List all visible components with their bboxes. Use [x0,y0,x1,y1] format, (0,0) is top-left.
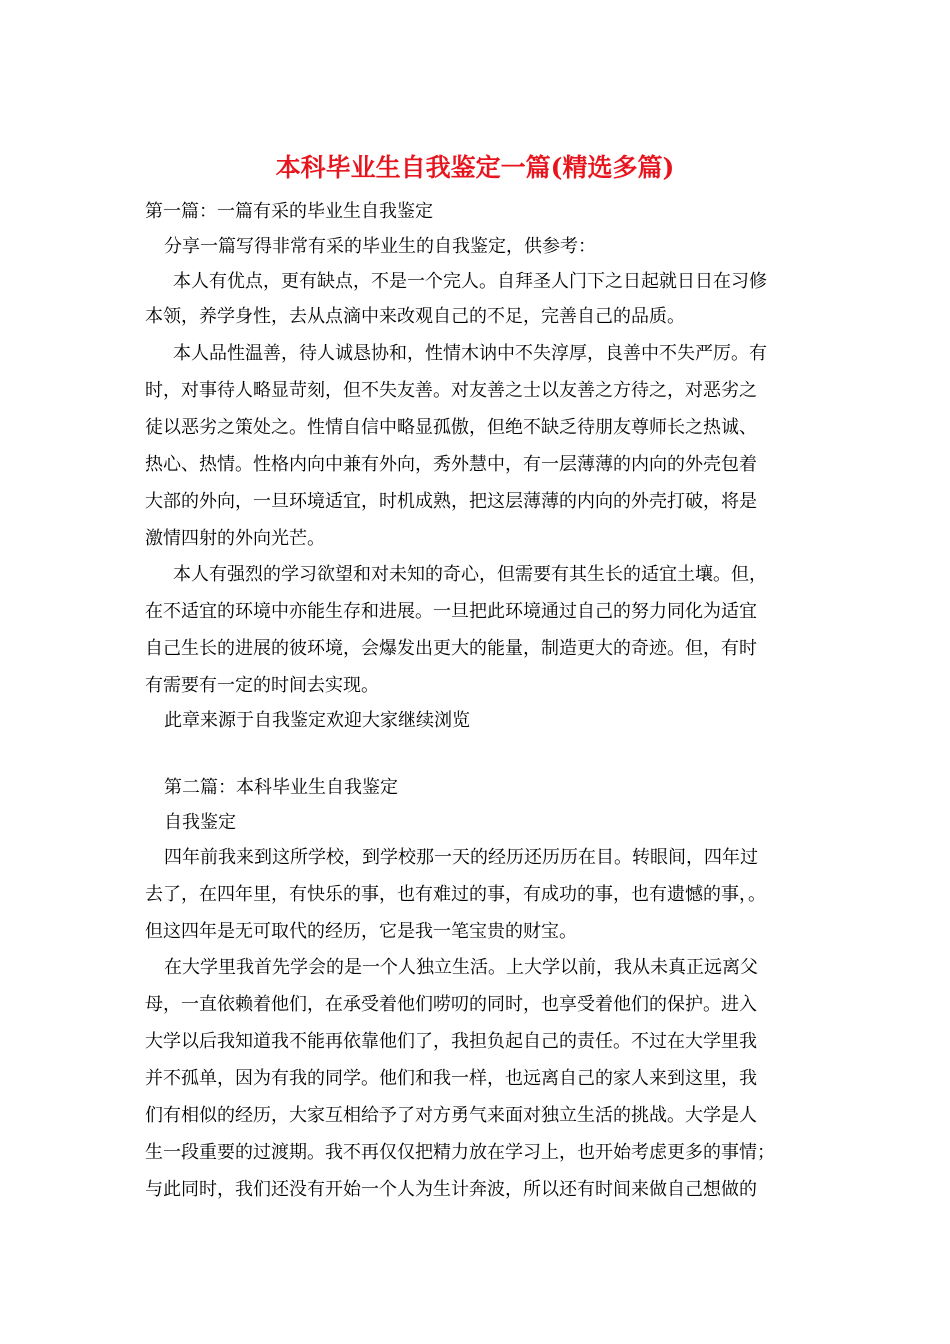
text-line: 本人有强烈的学习欲望和对未知的奇心，但需要有其生长的适宜土壤。但， [173,564,767,585]
text-line: 母，一直依赖着他们，在承受着他们唠叨的同时，也享受着他们的保护。进入 [145,994,757,1015]
text-line: 自己生长的进展的彼环境，会爆发出更大的能量，制造更大的奇迹。但，有时 [145,638,757,659]
text-line: 与此同时，我们还没有开始一个人为生计奔波，所以还有时间来做自己想做的 [145,1179,757,1200]
text-line: 有需要有一定的时间去实现。 [145,675,379,696]
document-title: 本科毕业生自我鉴定一篇(精选多篇) [275,153,675,182]
text-line: 去了，在四年里，有快乐的事，也有难过的事，有成功的事，也有遗憾的事，。 [145,884,766,905]
text-line: 们有相似的经历，大家互相给予了对方勇气来面对独立生活的挑战。大学是人 [145,1105,757,1126]
text-line: 徒以恶劣之策处之。性情自信中略显孤傲，但绝不缺乏待朋友尊师长之热诚、 [145,417,757,438]
section-heading: 第二篇：本科毕业生自我鉴定 [164,777,398,798]
text-line: 并不孤单，因为有我的同学。他们和我一样，也远离自己的家人来到这里，我 [145,1068,757,1089]
text-line: 本人品性温善，待人诚恳协和，性情木讷中不失淳厚，良善中不失严厉。有 [173,343,767,364]
text-line: 本领，养学身性，去从点滴中来改观自己的不足，完善自己的品质。 [145,306,685,327]
text-line: 本人有优点，更有缺点，不是一个完人。自拜圣人门下之日起就日日在习修 [173,271,767,292]
text-line: 大部的外向，一旦环境适宜，时机成熟，把这层薄薄的内向的外壳打破，将是 [145,491,757,512]
text-line: 自我鉴定 [164,812,236,833]
text-line: 大学以后我知道我不能再依靠他们了，我担负起自己的责任。不过在大学里我 [145,1031,757,1052]
text-line: 但这四年是无可取代的经历，它是我一笔宝贵的财宝。 [145,921,577,942]
text-line: 生一段重要的过渡期。我不再仅仅把精力放在学习上，也开始考虑更多的事情； [145,1142,775,1163]
text-line: 此章来源于自我鉴定欢迎大家继续浏览 [164,710,470,731]
text-line: 四年前我来到这所学校，到学校那一天的经历还历历在目。转眼间，四年过 [164,847,758,868]
text-line: 激情四射的外向光芒。 [145,528,325,549]
text-line: 第一篇：一篇有采的毕业生自我鉴定 [145,201,433,222]
text-line: 时，对事待人略显苛刻，但不失友善。对友善之士以友善之方待之，对恶劣之 [145,380,757,401]
text-line: 在大学里我首先学会的是一个人独立生活。上大学以前，我从未真正远离父 [164,957,758,978]
text-line: 分享一篇写得非常有采的毕业生的自我鉴定，供参考： [164,236,596,257]
text-line: 在不适宜的环境中亦能生存和进展。一旦把此环境通过自己的努力同化为适宜 [145,601,757,622]
text-line: 热心、热情。性格内向中兼有外向，秀外慧中，有一层薄薄的内向的外壳包着 [145,454,757,475]
